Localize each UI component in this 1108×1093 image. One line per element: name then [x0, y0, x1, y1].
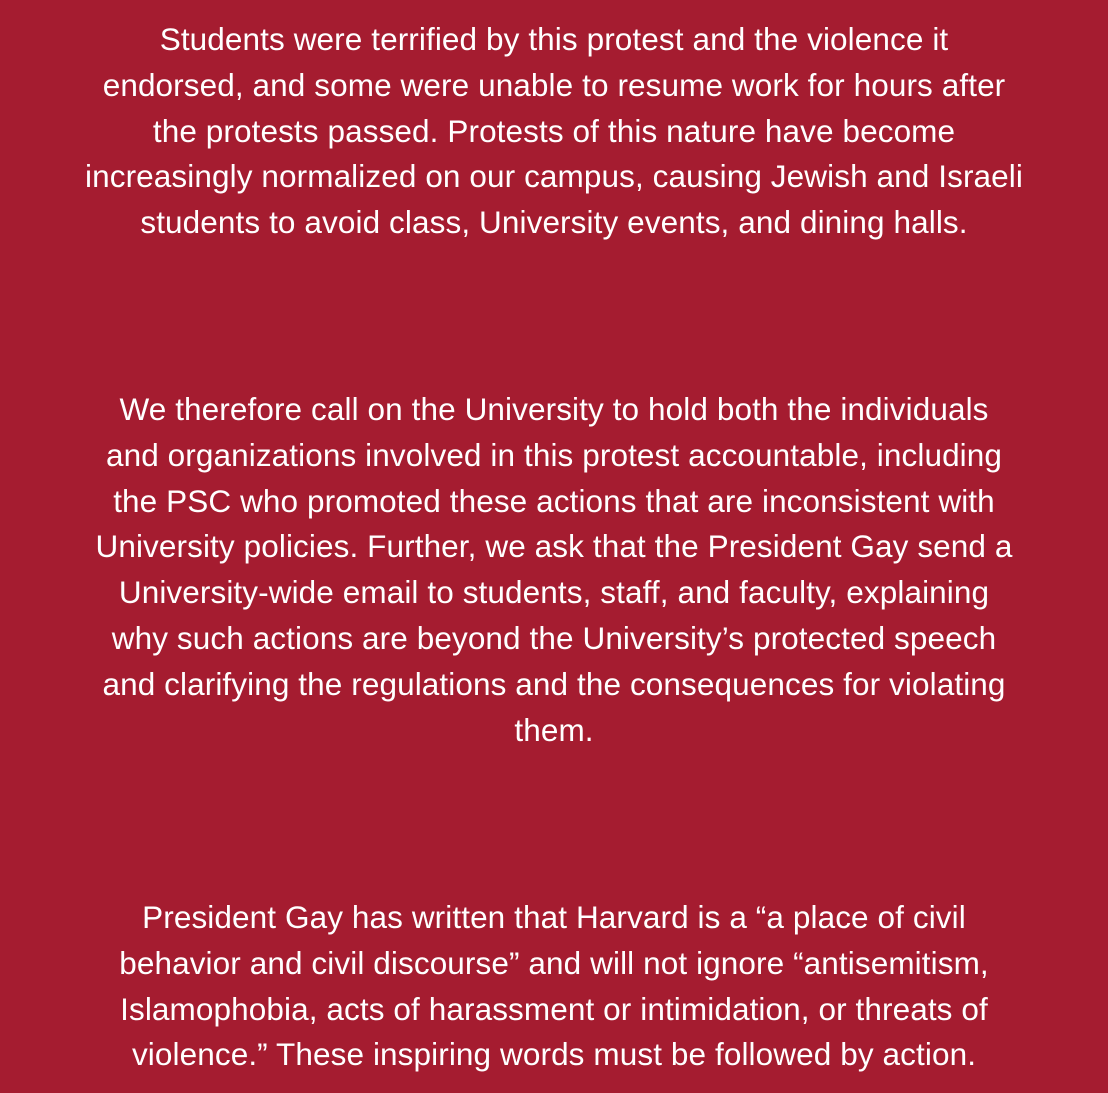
- text-line: endorsed, and some were unable to resume work for hours after: [102, 66, 1006, 103]
- text-line: behavior and civil discourse” and will not ignore “antisemitism,: [119, 944, 989, 981]
- text-line: why such actions are beyond the University’s protected speech: [111, 619, 997, 656]
- text-line: Students were terrified by this protest and the violence it: [159, 21, 949, 57]
- text-line: and organizations involved in this protest accountable, including: [105, 436, 1003, 473]
- paragraph-call-to-university: [0, 387, 1108, 753]
- paragraph-student-impact: [0, 17, 1108, 246]
- text-line: University-wide email to students, staff, and faculty, explaining: [118, 574, 990, 611]
- text-line: violence.” These inspiring words must be followed by action.: [131, 1036, 977, 1073]
- paragraph-president-quote: [0, 895, 1108, 1078]
- text-line: University policies. Further, we ask that the President Gay send a: [95, 528, 1013, 565]
- text-line: the PSC who promoted these actions that are inconsistent with: [113, 482, 995, 519]
- text-line: Islamophobia, acts of harassment or intimidation, or threats of: [120, 990, 988, 1027]
- text-line: President Gay has written that Harvard is a “a place of civil: [142, 899, 966, 935]
- text-line: the protests passed. Protests of this nature have become: [152, 112, 956, 149]
- text-line: them.: [514, 711, 594, 748]
- text-line: We therefore call on the University to hold both the individuals: [119, 391, 989, 427]
- text-line: students to avoid class, University events, and dining halls.: [140, 204, 968, 241]
- text-line: and clarifying the regulations and the consequences for violating: [102, 665, 1006, 702]
- text-line: increasingly normalized on our campus, causing Jewish and Israeli: [85, 158, 1023, 195]
